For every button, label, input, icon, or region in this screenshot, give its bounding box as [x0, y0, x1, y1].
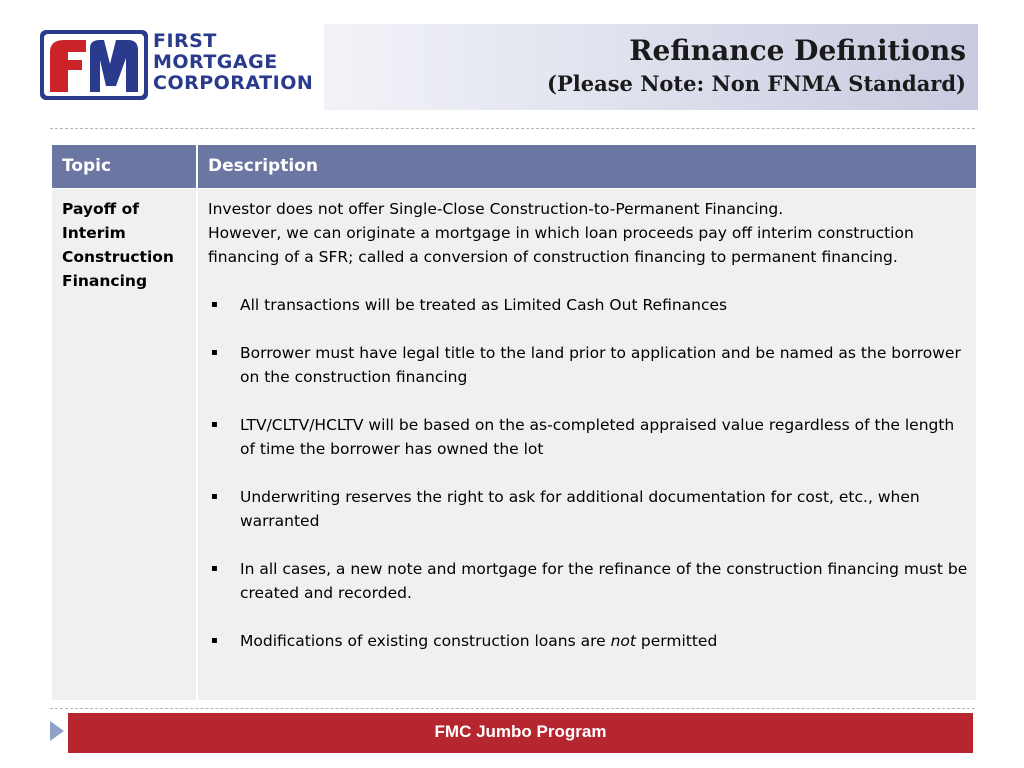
logo-line-2: MORTGAGE: [153, 51, 278, 73]
bullet-marker-icon: ▪: [211, 418, 218, 430]
list-item: [208, 341, 968, 389]
company-logo-text: [153, 31, 323, 94]
description-cell: [197, 188, 976, 700]
table-header-row: [52, 145, 976, 188]
table-row: [52, 188, 976, 700]
list-item-text-end: permitted: [635, 631, 718, 650]
bullet-marker-icon: ▪: [211, 490, 218, 502]
intro-line-1: Investor does not offer Single-Close Construction-to-Permanent Financing.: [208, 199, 784, 218]
intro-line-2: However, we can originate a mortgage in which loan proceeds pay off interim construction financing of a SFR; called a conversion of construction financing to permanent financing.: [208, 223, 914, 266]
title-line-1: Refinance Definitions: [629, 34, 966, 67]
list-item: [208, 557, 968, 605]
column-header-description: Description: [197, 145, 976, 188]
list-item-text: [240, 632, 717, 650]
slide-title: [547, 34, 966, 98]
list-item-text: Underwriting reserves the right to ask for additional documentation for cost, etc., when warranted: [240, 487, 920, 530]
title-line-2: (Please Note: Non FNMA Standard): [547, 71, 966, 96]
list-item-text: LTV/CLTV/HCLTV will be based on the as-completed appraised value regardless of the length of time the borrower has owned the lot: [240, 415, 955, 458]
footer-label: FMC Jumbo Program: [434, 722, 607, 741]
play-arrow-icon: [50, 721, 64, 741]
header-divider: [50, 128, 975, 129]
list-item: [208, 485, 968, 533]
logo-line-1: FIRST: [153, 30, 217, 52]
footer-banner: [68, 713, 973, 753]
emphasis-text: not: [610, 631, 636, 650]
requirements-list: [208, 293, 968, 653]
list-item: [208, 413, 968, 461]
company-logo-mark: [40, 30, 148, 100]
description-intro: [208, 197, 968, 269]
footer-divider: [50, 708, 975, 709]
topic-cell: Payoff of Interim Construction Financing: [52, 188, 197, 700]
list-item: [208, 629, 968, 653]
bullet-marker-icon: ▪: [211, 298, 218, 310]
list-item: [208, 293, 968, 317]
bullet-marker-icon: ▪: [211, 346, 218, 358]
logo-line-3: CORPORATION: [153, 72, 314, 94]
bullet-marker-icon: ▪: [211, 634, 218, 646]
list-item-text: In all cases, a new note and mortgage for the refinance of the construction financing must be created and recorded.: [240, 559, 968, 602]
column-header-topic: Topic: [52, 145, 197, 188]
bullet-marker-icon: ▪: [211, 562, 218, 574]
list-item-text: Borrower must have legal title to the land prior to application and be named as the borrower on the construction financing: [240, 343, 961, 386]
definitions-table: [52, 145, 976, 700]
list-item-text-start: Modifications of existing construction loans are: [240, 631, 611, 650]
list-item-text: All transactions will be treated as Limited Cash Out Refinances: [240, 295, 728, 314]
